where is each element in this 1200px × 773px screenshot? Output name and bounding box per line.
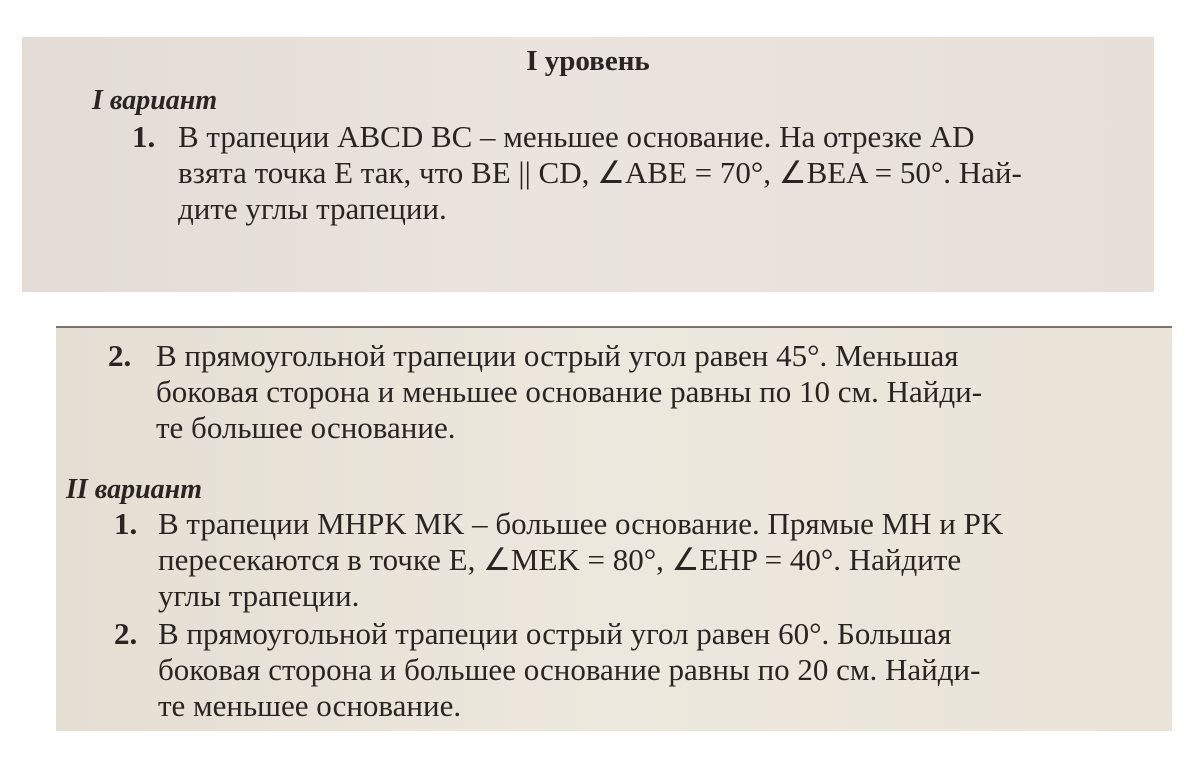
scan-fragment-bottom <box>56 326 1172 731</box>
task-number: 1. <box>114 506 138 541</box>
variant-1-task-2 <box>108 338 1168 446</box>
divider-line <box>56 326 1172 328</box>
variant-1-title: I вариант <box>92 85 218 116</box>
task-line: взята точка E так, что BE || CD, ∠ABE = 70°, ∠BEA = 50°. Най- <box>178 155 1022 190</box>
task-line: пересекаются в точке E, ∠MEK = 80°, ∠EHP = 40°. Найдите <box>158 542 962 577</box>
task-line: боковая сторона и меньшее основание равны по 10 см. Найди- <box>156 374 983 409</box>
task-line: дите углы трапеции. <box>178 191 447 226</box>
task-line: углы трапеции. <box>158 578 360 613</box>
task-line: В трапеции ABCD BC – меньшее основание. На отрезке AD <box>178 119 975 154</box>
task-line: те большее основание. <box>156 410 456 445</box>
variant-1-task-1 <box>132 119 1142 227</box>
scan-fragment-top <box>22 37 1154 292</box>
task-line: В прямоугольной трапеции острый угол равен 60°. Большая <box>158 616 952 651</box>
task-line: В трапеции MHPK MK – большее основание. Прямые MH и PK <box>158 506 1004 541</box>
variant-2-task-1 <box>114 506 1164 614</box>
variant-2-task-2 <box>114 616 1164 724</box>
task-line: В прямоугольной трапеции острый угол равен 45°. Меньшая <box>156 338 959 373</box>
variant-2-title: II вариант <box>66 474 203 505</box>
level-heading: I уровень <box>526 45 650 77</box>
task-number: 2. <box>108 338 132 373</box>
task-number: 1. <box>132 119 156 154</box>
task-line: боковая сторона и большее основание равны по 20 см. Найди- <box>158 652 981 687</box>
task-line: те меньшее основание. <box>158 688 462 723</box>
task-number: 2. <box>114 616 138 651</box>
